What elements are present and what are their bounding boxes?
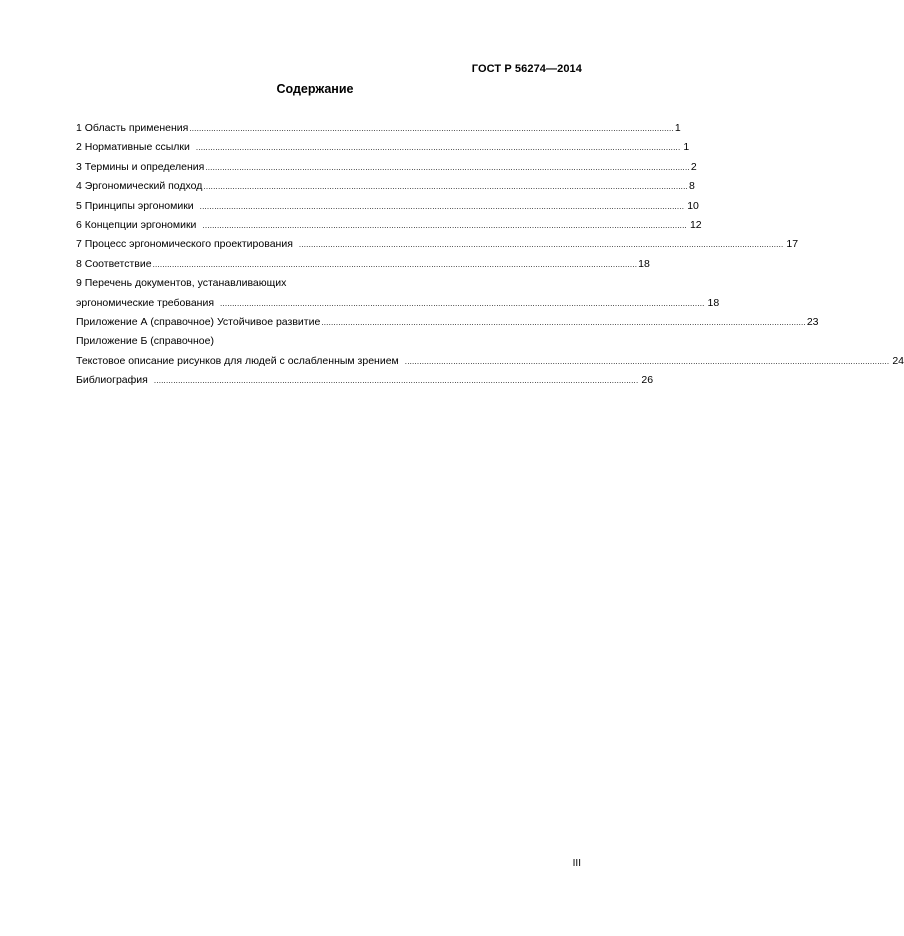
toc-entry-page: 2: [690, 160, 697, 173]
toc-leader-dots: ........................................................................................................................................................................................................: [220, 298, 705, 308]
toc-entry[interactable]: [76, 313, 819, 332]
toc-entry-label: Библиография: [76, 374, 148, 387]
toc-entry[interactable]: [76, 158, 697, 177]
toc-leader-dots: ........................................................................................................................................................................................................: [321, 317, 806, 327]
toc-entry[interactable]: [76, 294, 720, 313]
toc-entry-label: 8 Соответствие: [76, 257, 152, 270]
toc-entry[interactable]: [76, 216, 702, 235]
toc-entry-label: Приложение Б (справочное): [76, 335, 214, 348]
toc-entry-label: 5 Принципы эргономики: [76, 199, 194, 212]
toc-entry-page: 18: [707, 296, 720, 309]
toc-entry[interactable]: [76, 352, 904, 371]
toc-leader-dots: ........................................................................................................................................................................................................: [298, 240, 784, 250]
toc-entry-page: 12: [689, 218, 702, 231]
toc-leader-dots: ........................................................................................................................................................................................................: [195, 143, 681, 153]
toc-entry-page: 18: [638, 257, 650, 270]
toc-entry-label: 6 Концепции эргономики: [76, 218, 197, 231]
toc-entry-page: 8: [688, 180, 695, 193]
toc-entry-page: 1: [683, 141, 690, 154]
toc-leader-dots: ........................................................................................................................................................................................................: [202, 220, 687, 230]
toc-entry-label: 1 Область применения: [76, 122, 189, 134]
toc-leader-dots: ........................................................................................................................................................................................................: [205, 162, 690, 172]
toc-entry[interactable]: [76, 235, 799, 254]
toc-entry[interactable]: [76, 332, 519, 351]
toc-entry-page: 23: [806, 315, 819, 328]
toc-leader-dots: ........................................................................................................................................................................................................: [199, 201, 685, 211]
toc-title: Содержание: [276, 82, 354, 96]
toc-entry-label: эргономические требования: [76, 296, 215, 309]
toc-leader-dots: ........................................................................................................................................................................................................: [153, 376, 639, 386]
toc-entry[interactable]: [76, 138, 690, 157]
toc-leader-dots: ........................................................................................................................................................................................................: [404, 356, 890, 366]
toc-entry-page: 24: [892, 354, 904, 367]
toc-entry-label: 9 Перечень документов, устанавливающих: [76, 277, 287, 290]
toc-entry-label: 7 Процесс эргономического проектирования: [76, 238, 293, 251]
toc-entry-label: 3 Термины и определения: [76, 160, 205, 173]
document-code: ГОСТ Р 56274—2014: [471, 63, 582, 75]
toc-entry[interactable]: [76, 255, 650, 274]
toc-entry-page: 26: [641, 374, 654, 387]
toc-entry-page: 10: [687, 199, 699, 212]
toc-entry[interactable]: [76, 119, 681, 138]
toc-leader-dots: ........................................................................................................................................................................................................: [189, 124, 674, 133]
toc-entry[interactable]: [76, 177, 695, 196]
toc-leader-dots: ........................................................................................................................................................................................................: [203, 182, 688, 192]
page-number: III: [572, 858, 581, 869]
toc-entry-page: 1: [674, 122, 681, 134]
toc-entry-label: 2 Нормативные ссылки: [76, 141, 190, 154]
toc-leader-dots: ........................................................................................................................................................................................................: [152, 259, 638, 269]
toc-entry-label: 4 Эргономический подход: [76, 180, 203, 193]
toc-entry[interactable]: [76, 371, 654, 390]
table-of-contents: [76, 119, 904, 390]
toc-entry-label: Приложение А (справочное) Устойчивое развитие: [76, 315, 321, 328]
toc-entry-page: 17: [786, 238, 799, 251]
toc-entry-label: Текстовое описание рисунков для людей с ослабленным зрением: [76, 354, 399, 367]
toc-entry[interactable]: [76, 274, 519, 293]
toc-entry[interactable]: [76, 197, 699, 216]
